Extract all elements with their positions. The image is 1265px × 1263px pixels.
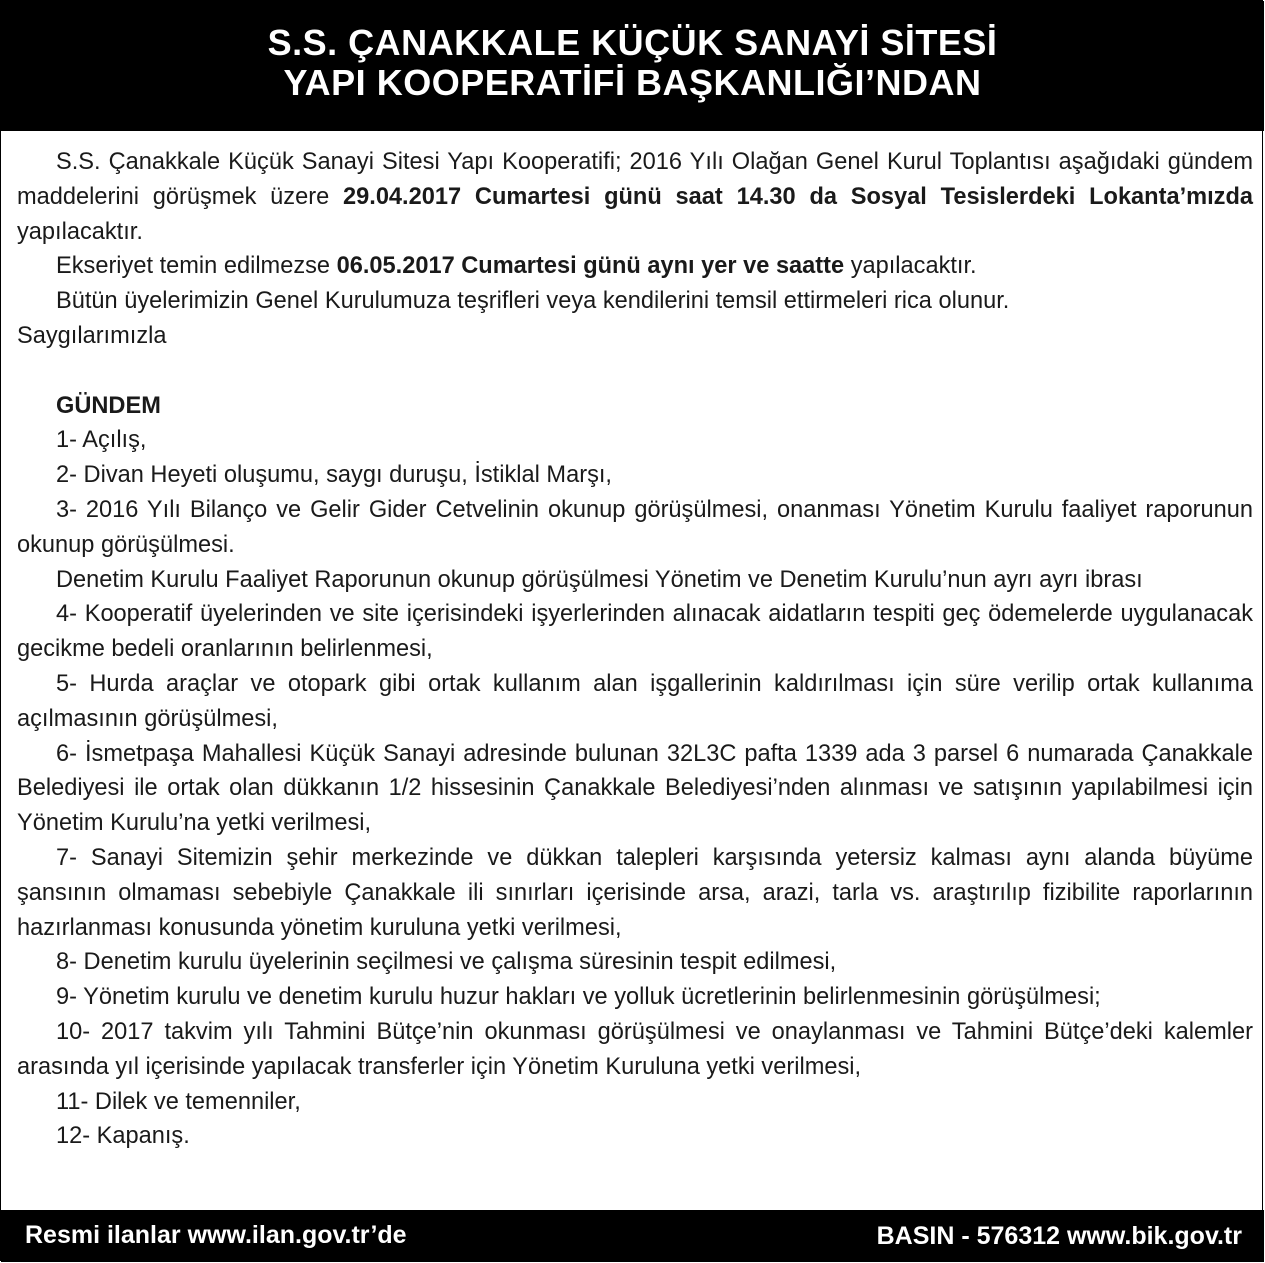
spacer [17, 354, 1253, 389]
announcement-footer [1, 1210, 1264, 1262]
agenda-item: 8- Denetim kurulu üyelerinin seçilmesi ve çalışma süresinin tespit edilmesi, [56, 949, 837, 976]
announcement-body [17, 145, 1253, 1154]
footer-official-ads-link[interactable]: Resmi ilanlar www.ilan.gov.tr’de [25, 1221, 407, 1249]
second-meeting-date: 06.05.2017 Cumartesi günü aynı yer ve saatte [336, 253, 845, 280]
agenda-item: 11- Dilek ve temenniler, [56, 1088, 301, 1115]
agenda-item: 10- 2017 takvim yılı Tahmini Bütçe’nin okunması görüşülmesi ve onaylanması ve Tahmini Bütçe’deki kalemler arasında yıl içerisinde yapılacak transferler için Yönetim Kuruluna yetki verilmesi, [17, 1018, 1253, 1080]
intro-paragraph-3: Bütün üyelerimizin Genel Kurulumuza teşrifleri veya kendilerini temsil ettirmeleri rica olunur. [56, 288, 1010, 315]
agenda-item: 5- Hurda araçlar ve otopark gibi ortak kullanım alan işgallerinin kaldırılması için süre verilip ortak kullanıma açılmasının görüşülmesi, [17, 670, 1253, 732]
header-title-line2: YAPI KOOPERATİFİ BAŞKANLIĞI’NDAN [283, 62, 982, 103]
agenda-item: 1- Açılış, [56, 427, 147, 454]
intro-p2-text: Ekseriyet temin edilmezse [56, 253, 337, 280]
intro-p1-end: yapılacaktır. [17, 218, 143, 245]
meeting-date-place: 29.04.2017 Cumartesi günü saat 14.30 da Sosyal Tesislerdeki Lokanta’mızda [343, 183, 1253, 210]
intro-paragraph-1 [17, 145, 1253, 249]
agenda-item: Denetim Kurulu Faaliyet Raporunun okunup görüşülmesi Yönetim ve Denetim Kurulu’nun ayrı ayrı ibrası [56, 566, 1143, 593]
intro-p2-end: yapılacaktır. [844, 253, 977, 280]
agenda-item: 9- Yönetim kurulu ve denetim kurulu huzur hakları ve yolluk ücretlerinin belirlenmesinin görüşülmesi; [56, 984, 1101, 1011]
closing-text: Saygılarımızla [17, 322, 167, 349]
agenda-title: GÜNDEM [56, 392, 161, 419]
agenda-item: 3- 2016 Yılı Bilanço ve Gelir Gider Cetvelinin okunup görüşülmesi, onanması Yönetim Kurulu faaliyet raporunun okunup görüşülmesi. [17, 496, 1253, 558]
intro-p1-text: S.S. Çanakkale Küçük Sanayi Sitesi Yapı Kooperatifi; 2016 Yılı Olağan Genel Kurul Toplantısı aşağıdaki gündem maddelerini görüşmek üzere [17, 149, 1253, 210]
agenda-item: 7- Sanayi Sitemizin şehir merkezinde ve dükkan talepleri karşısında yetersiz kalması aynı alanda büyüme şansının olmaması sebebiyle Çanakkale ili sınırları içerisinde arsa, arazi, tarla vs. araştırılıp fizibilite raporlarının hazırlanması konusunda yönetim kuruluna yetki verilmesi, [17, 844, 1253, 941]
footer-press-code[interactable]: BASIN - 576312 www.bik.gov.tr [876, 1222, 1242, 1250]
agenda-item: 6- İsmetpaşa Mahallesi Küçük Sanayi adresinde bulunan 32L3C pafta 1339 ada 3 parsel 6 numarada Çanakkale Belediyesi ile ortak olan dükkanın 1/2 hissesinin Çanakkale Belediyesi’nden alınması ve satışının yapılabilmesi için Yönetim Kurulu’na yetki verilmesi, [17, 740, 1253, 837]
announcement-header [1, 1, 1264, 131]
intro-paragraph-2 [17, 249, 1253, 284]
agenda-item: 12- Kapanış. [56, 1123, 190, 1150]
agenda-item: 2- Divan Heyeti oluşumu, saygı duruşu, İstiklal Marşı, [56, 462, 612, 489]
header-title-line1: S.S. ÇANAKKALE KÜÇÜK SANAYİ SİTESİ [267, 22, 998, 63]
agenda-item: 4- Kooperatif üyelerinden ve site içerisindeki işyerlerinden alınacak aidatların tespiti geç ödemelerde uygulanacak gecikme bedeli oranlarının belirlenmesi, [17, 601, 1253, 663]
